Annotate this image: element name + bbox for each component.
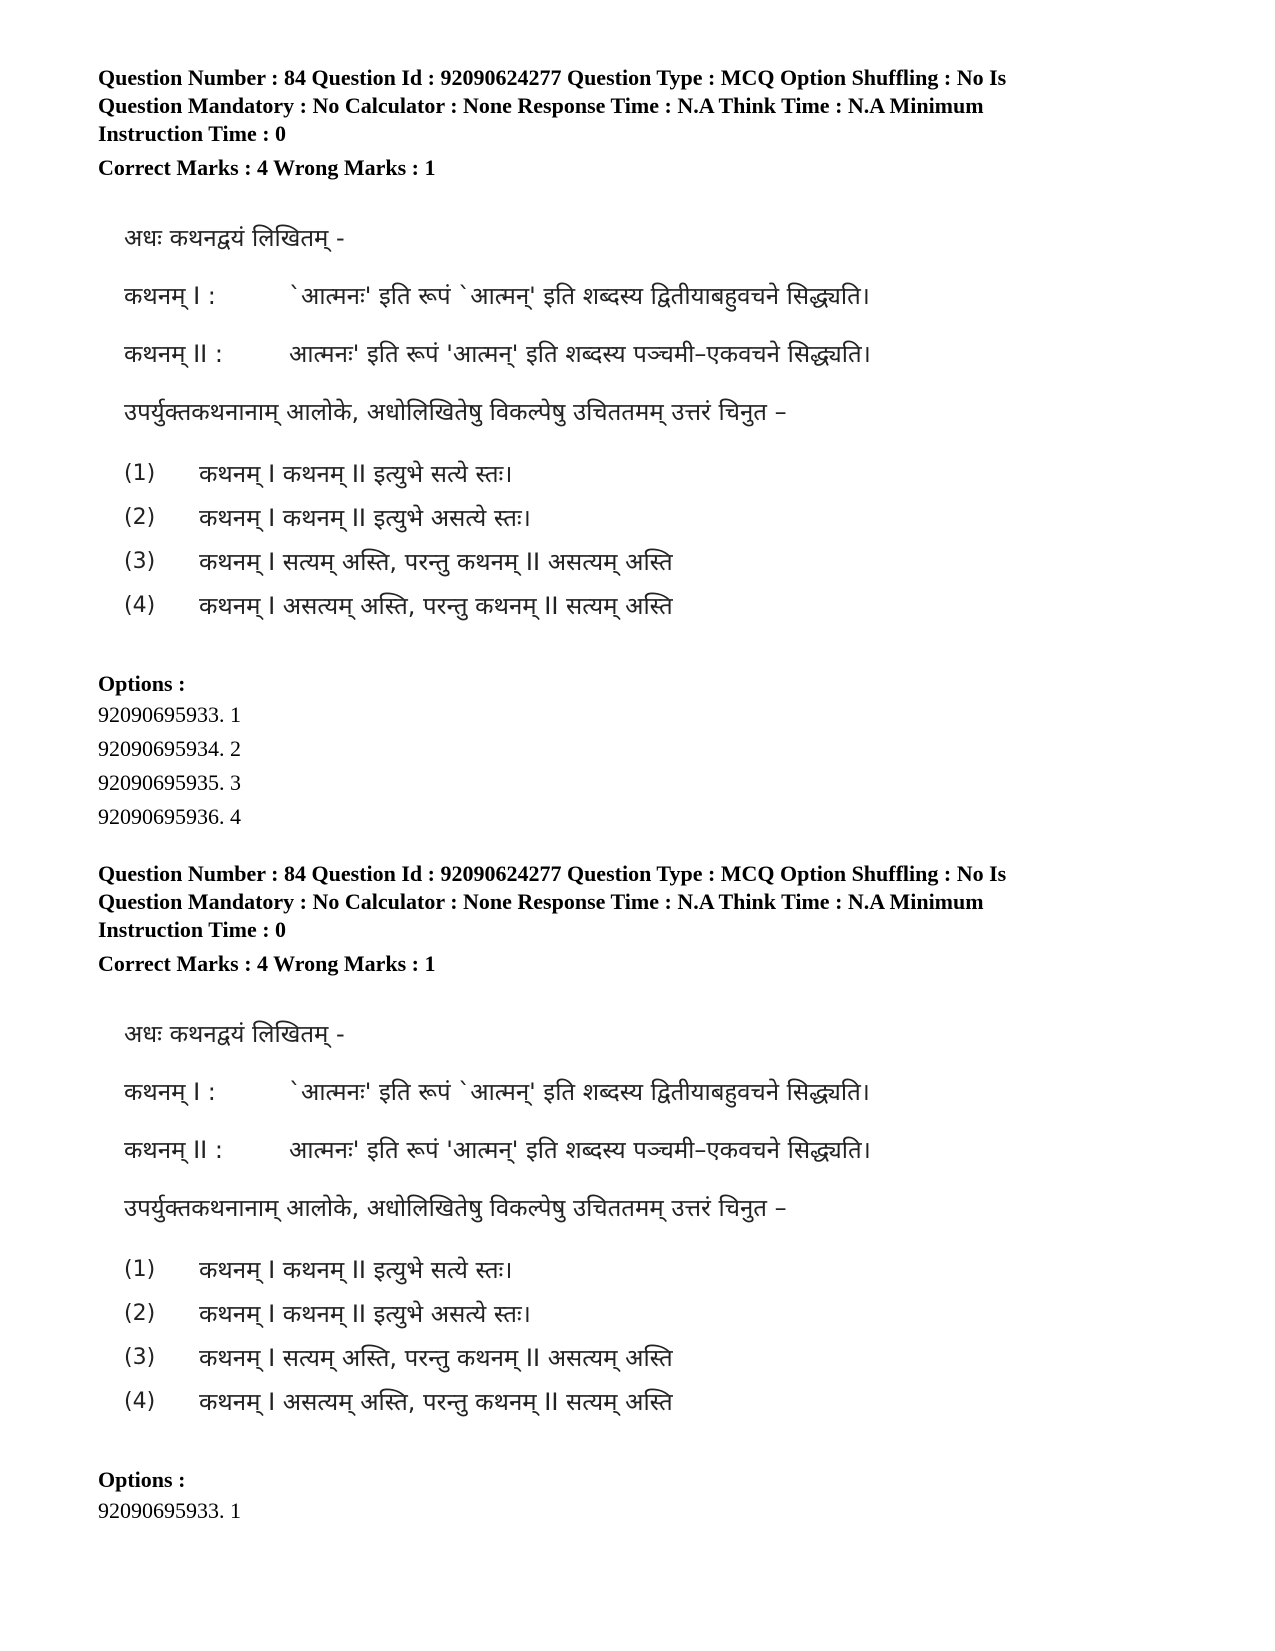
choice-item [124, 542, 1178, 586]
question-meta-line: Question Mandatory : No Calculator : None Response Time : N.A Think Time : N.A Minimum [98, 93, 984, 118]
choice-number: (3) [124, 1345, 156, 1370]
statement-1 [124, 1072, 1178, 1130]
choice-number: (2) [124, 1301, 156, 1326]
choice-number: (4) [124, 1389, 156, 1414]
question-block-1 [98, 64, 1178, 834]
question-prompt: उपर्युक्तकथनानाम् आलोके, अधोलिखितेषु विकल्पेषु उचिततमम् उत्तरं चिनुत – [124, 1194, 787, 1222]
option-id: 92090695933. 1 [98, 702, 241, 727]
choice-item [124, 1250, 1178, 1294]
choice-text: कथनम् I कथनम् II इत्युभे सत्ये स्तः। [199, 1256, 513, 1284]
choice-text: कथनम् I कथनम् II इत्युभे सत्ये स्तः। [199, 460, 513, 488]
options-heading: Options : [98, 671, 186, 696]
choice-text: कथनम् I सत्यम् अस्ति, परन्तु कथनम् II असत्यम् अस्ति [199, 1344, 673, 1372]
statement-2 [124, 334, 1178, 392]
marks-line: Correct Marks : 4 Wrong Marks : 1 [98, 951, 436, 976]
statement-1 [124, 276, 1178, 334]
choice-number: (1) [124, 461, 156, 486]
choice-item [124, 1382, 1178, 1426]
question-intro: अधः कथनद्वयं लिखितम् - [124, 1020, 345, 1048]
statement-2 [124, 1130, 1178, 1188]
option-id: 92090695934. 2 [98, 736, 241, 761]
question-meta-line: Instruction Time : 0 [98, 121, 287, 146]
choice-text: कथनम् I असत्यम् अस्ति, परन्तु कथनम् II सत्यम् अस्ति [199, 592, 673, 620]
statement-label: कथनम् II : [124, 340, 223, 368]
marks-line: Correct Marks : 4 Wrong Marks : 1 [98, 155, 436, 180]
choice-number: (2) [124, 505, 156, 530]
choice-item [124, 454, 1178, 498]
choice-item [124, 1294, 1178, 1338]
option-id: 92090695936. 4 [98, 804, 241, 829]
statement-label: कथनम् I : [124, 282, 216, 310]
choice-item [124, 498, 1178, 542]
choice-text: कथनम् I कथनम् II इत्युभे असत्ये स्तः। [199, 504, 531, 532]
question-image-text [98, 218, 1178, 630]
choice-number: (3) [124, 549, 156, 574]
question-meta-line: Question Number : 84 Question Id : 92090624277 Question Type : MCQ Option Shuffling : No Is [98, 65, 1007, 90]
choice-number: (4) [124, 593, 156, 618]
option-id: 92090695933. 1 [98, 1498, 241, 1523]
option-id: 92090695935. 3 [98, 770, 241, 795]
statement-text: `आत्मनः' इति रूपं `आत्मन्' इति शब्दस्य द्वितीयाबहुवचने सिद्ध्यति। [289, 1078, 870, 1106]
question-block-2 [98, 860, 1178, 1528]
question-meta-line: Instruction Time : 0 [98, 917, 287, 942]
question-intro: अधः कथनद्वयं लिखितम् - [124, 224, 345, 252]
statement-label: कथनम् II : [124, 1136, 223, 1164]
statement-label: कथनम् I : [124, 1078, 216, 1106]
choice-item [124, 1338, 1178, 1382]
question-meta-line: Question Mandatory : No Calculator : None Response Time : N.A Think Time : N.A Minimum [98, 889, 984, 914]
question-prompt: उपर्युक्तकथनानाम् आलोके, अधोलिखितेषु विकल्पेषु उचिततमम् उत्तरं चिनुत – [124, 398, 787, 426]
statement-text: `आत्मनः' इति रूपं `आत्मन्' इति शब्दस्य द्वितीयाबहुवचने सिद्ध्यति। [289, 282, 870, 310]
choice-item [124, 586, 1178, 630]
choice-number: (1) [124, 1257, 156, 1282]
question-meta-line: Question Number : 84 Question Id : 92090624277 Question Type : MCQ Option Shuffling : No Is [98, 861, 1007, 886]
options-heading: Options : [98, 1467, 186, 1492]
statement-text: आत्मनः' इति रूपं 'आत्मन्' इति शब्दस्य पञ्चमी–एकवचने सिद्ध्यति। [289, 340, 871, 368]
choice-text: कथनम् I सत्यम् अस्ति, परन्तु कथनम् II असत्यम् अस्ति [199, 548, 673, 576]
statement-text: आत्मनः' इति रूपं 'आत्मन्' इति शब्दस्य पञ्चमी–एकवचने सिद्ध्यति। [289, 1136, 871, 1164]
choice-text: कथनम् I असत्यम् अस्ति, परन्तु कथनम् II सत्यम् अस्ति [199, 1388, 673, 1416]
choice-text: कथनम् I कथनम् II इत्युभे असत्ये स्तः। [199, 1300, 531, 1328]
question-image-text [98, 1014, 1178, 1426]
